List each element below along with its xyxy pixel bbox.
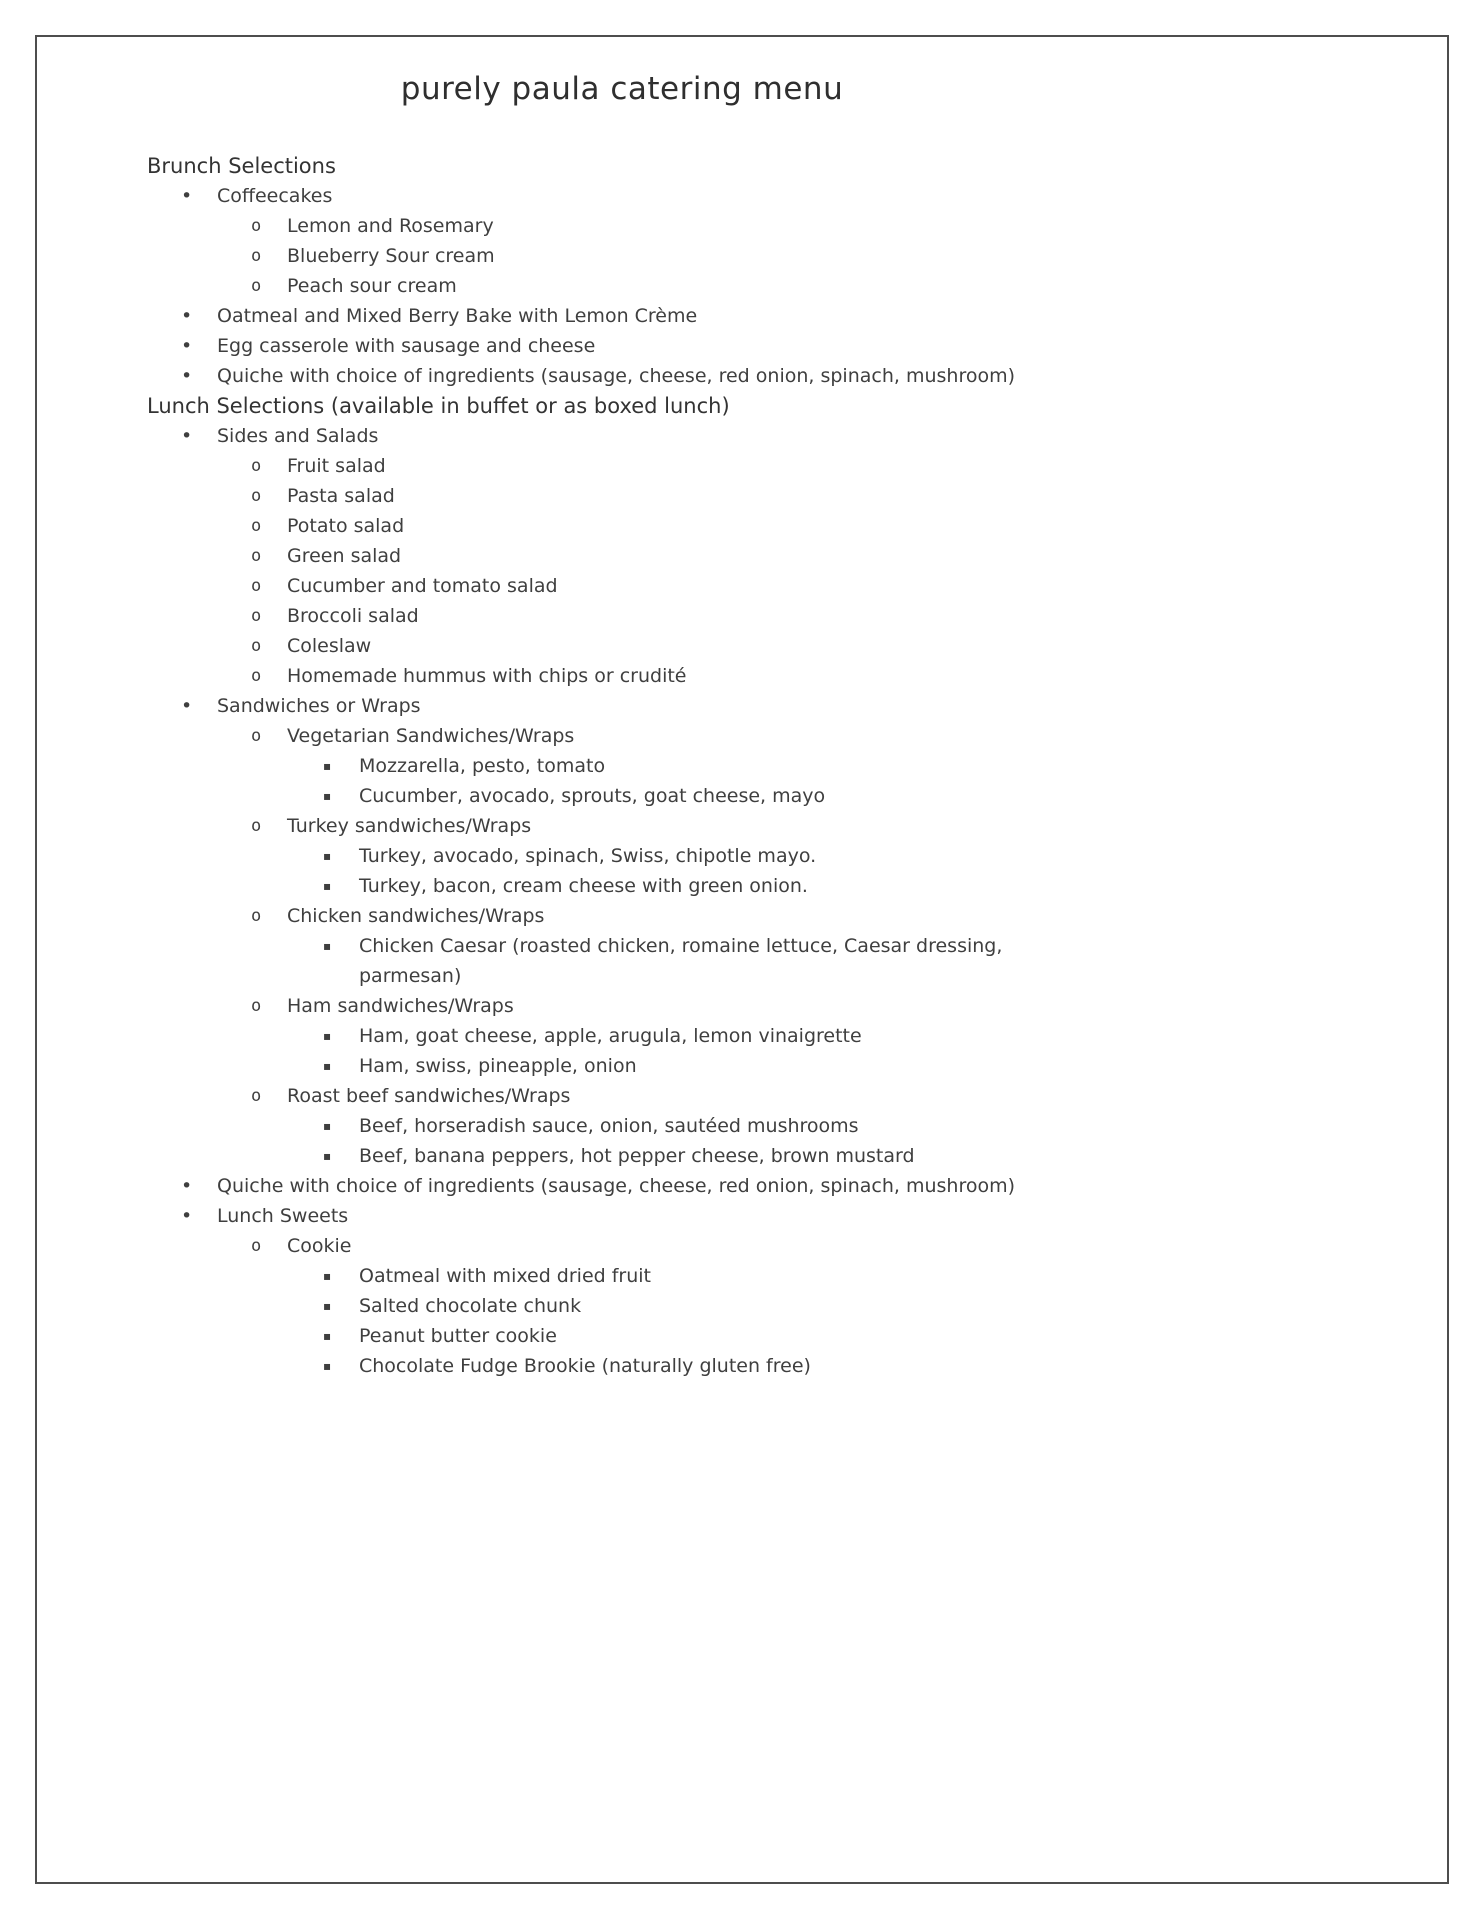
menu-item (147, 541, 1097, 571)
menu-item-label: Coleslaw (287, 635, 372, 657)
menu-item-label: Oatmeal and Mixed Berry Bake with Lemon Crème (217, 305, 698, 327)
bullet-square-icon: ▪ (323, 1269, 332, 1283)
menu-item (147, 271, 1097, 301)
menu-item (147, 781, 1097, 811)
menu-item (147, 1321, 1097, 1351)
menu-item-label: Sides and Salads (217, 425, 379, 447)
menu-item-label: Ham, swiss, pineapple, onion (359, 1055, 637, 1077)
bullet-circle-icon: o (251, 546, 262, 566)
menu-item-label: Sandwiches or Wraps (217, 695, 421, 717)
menu-item-label: Quiche with choice of ingredients (sausage, cheese, red onion, spinach, mushroom) (217, 365, 1016, 387)
menu-item (147, 181, 1097, 211)
bullet-square-icon: ▪ (323, 879, 332, 893)
menu-item-label: Egg casserole with sausage and cheese (217, 335, 596, 357)
menu-item (147, 811, 1097, 841)
menu-item (147, 511, 1097, 541)
menu-item (147, 241, 1097, 271)
brunch-list (147, 181, 1097, 391)
bullet-circle-icon: o (251, 726, 262, 746)
menu-item (147, 901, 1097, 931)
menu-content (147, 151, 1097, 1381)
menu-item (147, 751, 1097, 781)
bullet-circle-icon: o (251, 486, 262, 506)
menu-item-label: Pasta salad (287, 485, 395, 507)
menu-item (147, 1141, 1097, 1171)
menu-item-label: Chicken Caesar (roasted chicken, romaine lettuce, Caesar dressing, parmesan) (359, 935, 1003, 987)
menu-item-label: Broccoli salad (287, 605, 419, 627)
bullet-square-icon: ▪ (323, 1059, 332, 1073)
menu-item (147, 1171, 1097, 1201)
bullet-square-icon: ▪ (323, 849, 332, 863)
menu-item-label: Peanut butter cookie (359, 1325, 557, 1347)
bullet-circle-icon: o (251, 276, 262, 296)
menu-item-label: Roast beef sandwiches/Wraps (287, 1085, 571, 1107)
menu-item (147, 871, 1097, 901)
menu-item-label: Lemon and Rosemary (287, 215, 494, 237)
menu-item (147, 1351, 1097, 1381)
menu-item-label: Beef, horseradish sauce, onion, sautéed mushrooms (359, 1115, 859, 1137)
bullet-circle-icon: o (251, 246, 262, 266)
bullet-square-icon: ▪ (323, 1359, 332, 1373)
menu-item (147, 571, 1097, 601)
menu-item-label: Mozzarella, pesto, tomato (359, 755, 606, 777)
menu-item (147, 451, 1097, 481)
bullet-circle-icon: o (251, 996, 262, 1016)
menu-item (147, 601, 1097, 631)
menu-item-label: Salted chocolate chunk (359, 1295, 582, 1317)
section-heading-lunch: Lunch Selections (available in buffet or as boxed lunch) (147, 394, 730, 418)
bullet-circle-icon: o (251, 456, 262, 476)
menu-item (147, 361, 1097, 391)
menu-item-label: Ham, goat cheese, apple, arugula, lemon vinaigrette (359, 1025, 862, 1047)
document-page (37, 37, 1447, 1381)
menu-item-label: Oatmeal with mixed dried fruit (359, 1265, 652, 1287)
menu-item (147, 1261, 1097, 1291)
bullet-square-icon: ▪ (323, 1299, 332, 1313)
section-heading-brunch: Brunch Selections (147, 154, 336, 178)
bullet-square-icon: ▪ (323, 1029, 332, 1043)
page-border (35, 35, 1449, 1884)
bullet-disc-icon: • (181, 365, 193, 387)
menu-item-label: Peach sour cream (287, 275, 457, 297)
menu-item (147, 1051, 1097, 1081)
menu-item-label: Green salad (287, 545, 402, 567)
menu-item-label: Cucumber, avocado, sprouts, goat cheese, mayo (359, 785, 826, 807)
menu-item-label: Coffeecakes (217, 185, 333, 207)
bullet-circle-icon: o (251, 906, 262, 926)
bullet-circle-icon: o (251, 666, 262, 686)
menu-item-label: Turkey sandwiches/Wraps (287, 815, 532, 837)
menu-item-label: Quiche with choice of ingredients (sausage, cheese, red onion, spinach, mushroom) (217, 1175, 1016, 1197)
bullet-circle-icon: o (251, 1086, 262, 1106)
menu-item-label: Chicken sandwiches/Wraps (287, 905, 545, 927)
bullet-disc-icon: • (181, 695, 193, 717)
menu-item (147, 301, 1097, 331)
menu-item (147, 1111, 1097, 1141)
bullet-circle-icon: o (251, 216, 262, 236)
menu-item (147, 631, 1097, 661)
document-title: purely paula catering menu (400, 71, 844, 107)
bullet-circle-icon: o (251, 576, 262, 596)
menu-item (147, 211, 1097, 241)
bullet-circle-icon: o (251, 1236, 262, 1256)
bullet-square-icon: ▪ (323, 1149, 332, 1163)
bullet-disc-icon: • (181, 185, 193, 207)
bullet-disc-icon: • (181, 425, 193, 447)
menu-item (147, 661, 1097, 691)
menu-item-label: Beef, banana peppers, hot pepper cheese, brown mustard (359, 1145, 915, 1167)
bullet-square-icon: ▪ (323, 939, 332, 953)
menu-item-label: Fruit salad (287, 455, 386, 477)
menu-item (147, 991, 1097, 1021)
menu-item-label: Cucumber and tomato salad (287, 575, 558, 597)
bullet-circle-icon: o (251, 606, 262, 626)
menu-item (147, 721, 1097, 751)
menu-item (147, 1081, 1097, 1111)
menu-item (147, 1201, 1097, 1231)
menu-item (147, 1021, 1097, 1051)
bullet-circle-icon: o (251, 516, 262, 536)
menu-item-label: Potato salad (287, 515, 405, 537)
menu-item-label: Homemade hummus with chips or crudité (287, 665, 687, 687)
menu-item (147, 1231, 1097, 1261)
menu-item (147, 421, 1097, 451)
menu-item-label: Blueberry Sour cream (287, 245, 495, 267)
menu-item (147, 841, 1097, 871)
bullet-circle-icon: o (251, 816, 262, 836)
menu-item-label: Turkey, avocado, spinach, Swiss, chipotle mayo. (359, 845, 817, 867)
bullet-square-icon: ▪ (323, 1329, 332, 1343)
menu-item-label: Turkey, bacon, cream cheese with green onion. (359, 875, 808, 897)
menu-item (147, 481, 1097, 511)
bullet-square-icon: ▪ (323, 1119, 332, 1133)
menu-item (147, 331, 1097, 361)
menu-item-label: Vegetarian Sandwiches/Wraps (287, 725, 575, 747)
menu-item-label: Ham sandwiches/Wraps (287, 995, 514, 1017)
menu-item (147, 691, 1097, 721)
bullet-square-icon: ▪ (323, 789, 332, 803)
bullet-disc-icon: • (181, 305, 193, 327)
bullet-disc-icon: • (181, 1175, 193, 1197)
menu-item (147, 1291, 1097, 1321)
lunch-list (147, 421, 1097, 1381)
bullet-disc-icon: • (181, 1205, 193, 1227)
bullet-square-icon: ▪ (323, 759, 332, 773)
bullet-disc-icon: • (181, 335, 193, 357)
menu-item (147, 931, 1097, 991)
menu-item-label: Chocolate Fudge Brookie (naturally gluten free) (359, 1355, 811, 1377)
menu-item-label: Cookie (287, 1235, 352, 1257)
menu-item-label: Lunch Sweets (217, 1205, 349, 1227)
bullet-circle-icon: o (251, 636, 262, 656)
